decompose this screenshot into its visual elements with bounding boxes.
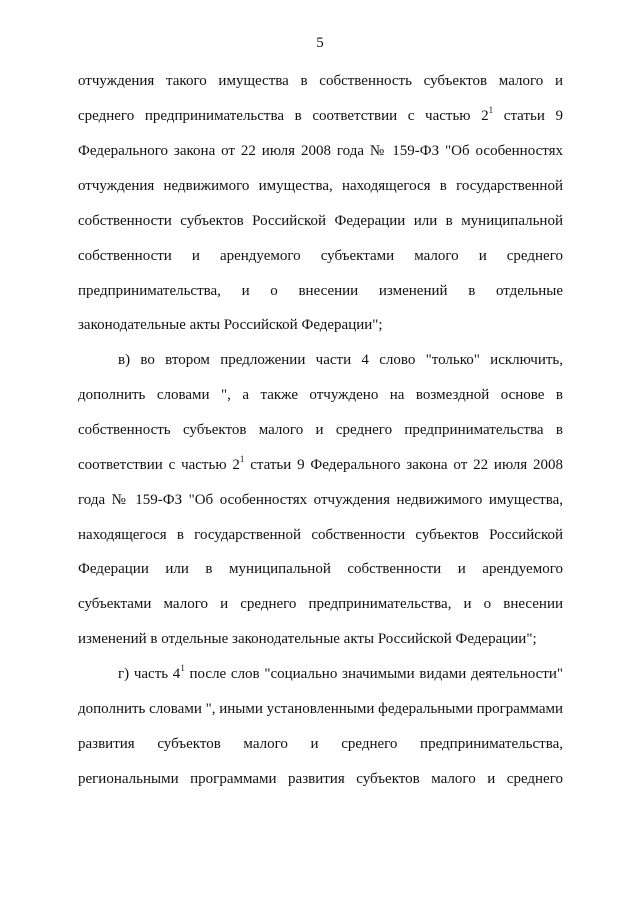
text-line: развития субъектов малого и среднего предпринимательства,: [78, 736, 563, 752]
text-line: собственности и арендуемого субъектами малого и среднего: [78, 248, 563, 264]
text-line: собственность субъектов малого и среднего предпринимательства в: [78, 422, 563, 438]
text-line: законодательные акты Российской Федерации";: [78, 317, 383, 333]
text-line: года № 159-ФЗ "Об особенностях отчуждения недвижимого имущества,: [78, 492, 563, 508]
text-line: Федерального закона от 22 июля 2008 года № 159-ФЗ "Об особенностях: [78, 143, 563, 159]
text-line: субъектами малого и среднего предпринимательства, и о внесении: [78, 596, 563, 612]
text-line: дополнить словами ", иными установленными федеральными программами: [78, 701, 563, 717]
text-line: среднего предпринимательства в соответствии с частью $2^1$ статьи 9: [78, 105, 564, 124]
text-line: Федерации или в муниципальной собственности и арендуемого: [78, 561, 563, 577]
page-number: 5: [316, 35, 324, 51]
superscript: 1: [488, 105, 494, 115]
text-line: соответствии с частью $2^1$ статьи 9 Федерального закона от 22 июля 2008: [78, 454, 563, 473]
text-line: изменений в отдельные законодательные акты Российской Федерации";: [78, 631, 537, 647]
text-line: предпринимательства, и о внесении изменений в отдельные: [78, 283, 563, 299]
text-line: находящегося в государственной собственности субъектов Российской: [78, 527, 563, 543]
text-line: отчуждения такого имущества в собственность субъектов малого и: [78, 73, 563, 89]
text-line: отчуждения недвижимого имущества, находящегося в государственной: [78, 178, 563, 194]
text-line: региональными программами развития субъектов малого и среднего: [78, 771, 563, 787]
superscript: 1: [239, 454, 245, 464]
superscript: 1: [180, 663, 185, 673]
text-line: г) часть $4^1$ после слов "социально значимыми видами деятельности": [118, 663, 563, 682]
text-line: собственности субъектов Российской Федерации или в муниципальной: [78, 213, 563, 229]
text-line: в) во втором предложении части 4 слово "только" исключить,: [118, 352, 563, 368]
text-line: дополнить словами ", а также отчуждено на возмездной основе в: [78, 387, 563, 403]
